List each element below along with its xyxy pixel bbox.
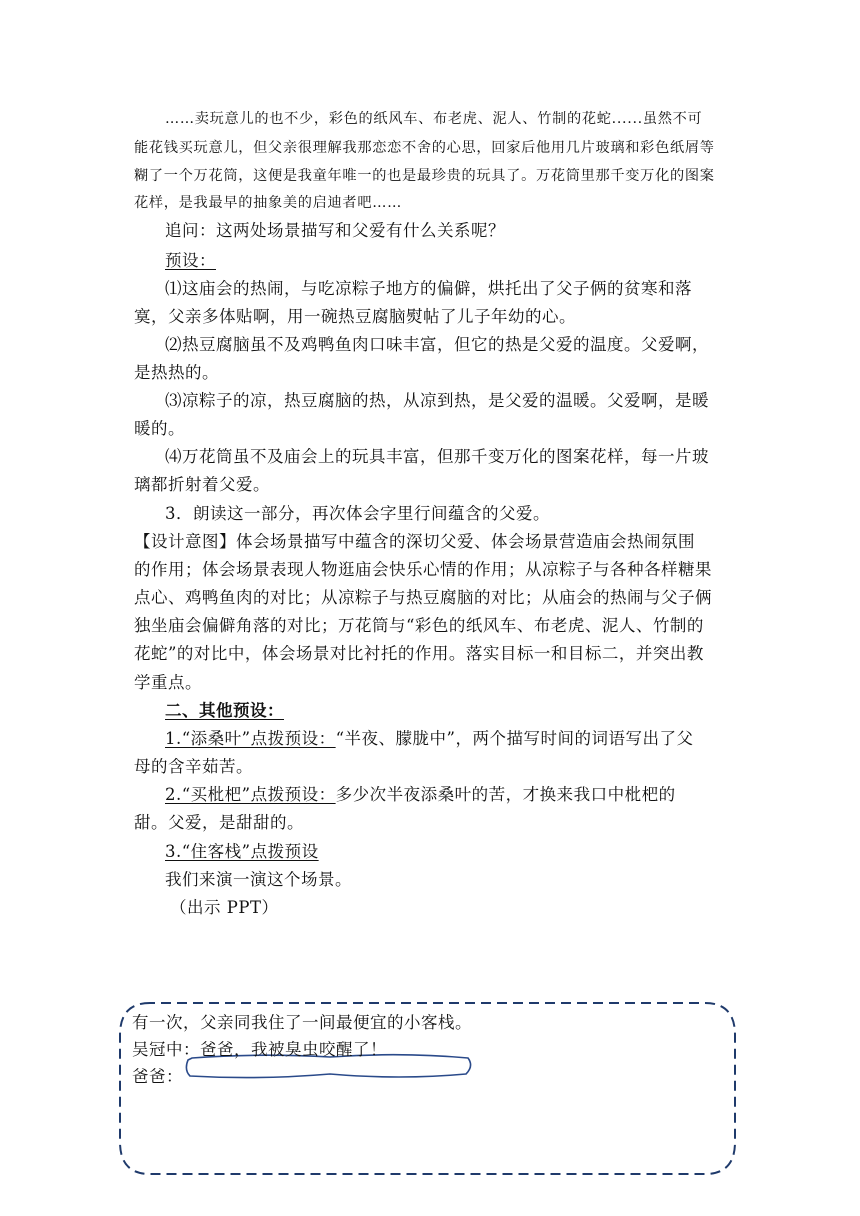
other-item-3-label: 3.“住客栈”点拨预设 [165, 842, 319, 861]
quote-line-4: 花样，是我最早的抽象美的启迪者吧…… [134, 195, 402, 211]
other-item-3-text: 我们来演一演这个场景。 [165, 870, 352, 889]
preset-2-line-1: ⑵热豆腐脑虽不及鸡鸭鱼肉口味丰富，但它的热是父爱的温度。父爱啊， [165, 335, 709, 354]
dialog-line-2: 吴冠中：爸爸，我被臭虫咬醒了！ [132, 1040, 387, 1059]
preset-4-line-2: 璃都折射着父爱。 [134, 475, 270, 494]
design-intent-line-2: 的作用；体会场景表现人物逛庙会快乐心情的作用；从凉粽子与各种各样糖果 [134, 560, 712, 579]
preset-label: 预设： [165, 251, 216, 270]
dialog-line-3: 爸爸： [132, 1067, 183, 1086]
design-intent-line-4: 独坐庙会偏僻角落的对比；万花筒与“彩色的纸风车、布老虎、泥人、竹制的 [134, 616, 704, 635]
preset-1-line-2: 寞，父亲多体贴啊，用一碗热豆腐脑熨帖了儿子年幼的心。 [134, 307, 576, 326]
design-intent-line-3: 点心、鸡鸭鱼肉的对比；从凉粽子与热豆腐脑的对比；从庙会的热闹与父子俩 [134, 588, 712, 607]
preset-3-line-2: 暖的。 [134, 419, 185, 438]
preset-1-line-1: ⑴这庙会的热闹，与吃凉粽子地方的偏僻，烘托出了父子俩的贫寒和落 [165, 279, 692, 298]
quote-line-2: 能花钱买玩意儿，但父亲很理解我那恋恋不舍的心思，回家后他用几片玻璃和彩色纸屑等 [134, 140, 715, 156]
dialog-line-1: 有一次，父亲同我住了一间最便宜的小客栈。 [132, 1013, 472, 1032]
design-intent-line-6: 学重点。 [134, 673, 202, 692]
quote-line-1: ……卖玩意儿的也不少，彩色的纸风车、布老虎、泥人、竹制的花蛇......虽然不可 [165, 111, 703, 127]
follow-up-question: 追问：这两处场景描写和父爱有什么关系呢？ [165, 221, 505, 240]
other-item-1-text: “半夜、朦胧中”，两个描写时间的词语写出了父 [335, 729, 694, 748]
quote-line-3: 糊了一个万花筒，这便是我童年唯一的也是最珍贵的玩具了。万花筒里那千变万化的图案 [134, 168, 715, 184]
other-item-2-label: 2.“买枇杷”点拨预设： [165, 785, 336, 804]
preset-3-line-1: ⑶凉粽子的凉，热豆腐脑的热，从凉到热，是父爱的温暖。父爱啊，是暖 [165, 391, 709, 410]
design-intent-line-5: 花蛇”的对比中，体会场景对比衬托的作用。落实目标一和目标二，并突出教 [134, 644, 704, 663]
other-presets-heading: 二、其他预设： [165, 701, 284, 720]
other-item-2-line-2: 甜。父爱，是甜甜的。 [134, 813, 304, 832]
preset-4-line-1: ⑷万花筒虽不及庙会上的玩具丰富，但那千变万化的图案花样，每一片玻 [165, 447, 709, 466]
step-3: 3．朗读这一部分，再次体会字里行间蕴含的父爱。 [165, 504, 550, 523]
show-ppt-note: （出示 PPT） [170, 898, 279, 917]
other-item-2-text: 多少次半夜添桑叶的苦，才换来我口中枇杷的 [335, 785, 676, 804]
design-intent-line-1: 【设计意图】体会场景描写中蕴含的深切父爱、体会场景营造庙会热闹氛围 [134, 532, 695, 551]
other-item-1-label: 1.“添桑叶”点拨预设： [165, 729, 336, 748]
preset-2-line-2: 是热热的。 [134, 363, 219, 382]
other-item-1-line-2: 母的含辛茹苦。 [134, 757, 253, 776]
